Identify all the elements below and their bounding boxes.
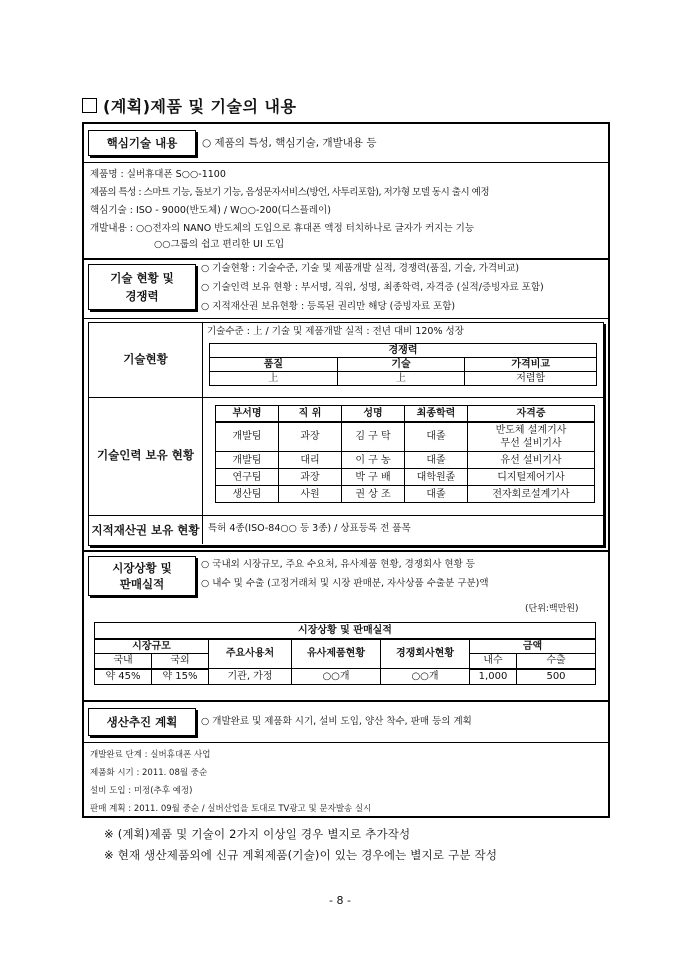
- customers-header: 주요사용처: [209, 639, 292, 669]
- competitiveness-title: 경쟁력: [210, 344, 597, 358]
- export-header: 수출: [517, 654, 596, 669]
- section-heading: (계획)제품 및 기술의 내용: [82, 94, 296, 117]
- divider: [202, 323, 203, 544]
- divider: [84, 318, 608, 319]
- table-row: 개발팀 과장 김 구 탁 대졸 반도체 설계기사 무선 설비기사: [216, 422, 595, 452]
- core-tech-desc: ○ 제품의 특성, 핵심기술, 개발내용 등: [202, 137, 377, 149]
- production-line: 판매 계획 : 2011. 09월 중순 / 실버산업을 토대로 TV광고 및 문자발송 실시: [90, 804, 372, 814]
- staff-header: 성명: [342, 406, 405, 422]
- comp-value: 上: [210, 372, 338, 386]
- ip-text: 특허 4종(ISO-84○○ 등 3종) / 상표등록 전 품목: [208, 523, 411, 534]
- table-row: 개발팀 대리 이 구 농 대졸 유선 설비기사: [216, 452, 595, 469]
- market-table: [94, 622, 596, 685]
- comp-header: 가격비교: [465, 358, 597, 372]
- staff-header: 직 위: [279, 406, 342, 422]
- comp-header: 기술: [337, 358, 465, 372]
- tech-status-label: 기술 현황 및 경쟁력: [110, 271, 174, 303]
- comp-header: 품질: [210, 358, 338, 372]
- production-line: 설비 도입 : 미정(추후 예정): [90, 786, 193, 796]
- dom-sales-header: 내수: [470, 654, 517, 669]
- unit-label: (단위:백만원): [525, 604, 579, 614]
- tech-current-label: 기술현황: [123, 352, 168, 366]
- staff-header: 최종학력: [405, 406, 468, 422]
- market-item-2: ○ 내수 및 수출 (고정거래처 및 시장 판매분, 자사상품 수출분 구분)액: [201, 578, 489, 589]
- amount-header: 금액: [470, 639, 596, 654]
- footnote: ※ 현재 생산제품외에 신규 계획제품(기술)이 있는 경우에는 별지로 구분 작성: [104, 848, 498, 862]
- divider: [84, 742, 608, 743]
- market-item-1: ○ 국내외 시장규모, 주요 수요처, 유사제품 현황, 경쟁회사 현황 등: [201, 559, 475, 570]
- core-tech-line: 핵심기술 : ISO - 9000(반도체) / W○○-200(디스플레이): [90, 205, 331, 216]
- competitors-header: 경쟁회사현황: [381, 639, 470, 669]
- table-row: 연구팀 과장 박 구 배 대학원졸 디지털제어기사: [216, 469, 595, 486]
- tech-item-3: ○ 지적재산권 보유현황 : 등록된 권리만 해당 (증빙자료 포함): [201, 301, 456, 312]
- table-row: 약 45% 약 15% 기관, 가정 ○○개 ○○개 1,000 500: [95, 669, 596, 685]
- ip-label: 지적재산권 보유 현황: [91, 522, 200, 537]
- production-line: 제품화 시기 : 2011. 08월 중순: [90, 768, 208, 778]
- domestic-header: 국내: [95, 654, 152, 669]
- main-form-box: [82, 122, 610, 818]
- core-tech-label: 핵심기술 내용: [106, 136, 178, 150]
- similar-header: 유사제품현황: [292, 639, 381, 669]
- staff-label: 기술인력 보유 현황: [97, 448, 194, 462]
- tech-current-text: 기술수준 : 上 / 기술 및 제품개발 실적 : 전년 대비 120% 성장: [207, 326, 464, 337]
- tech-detail-box: [88, 322, 604, 546]
- market-size-header: 시장규모: [95, 639, 209, 654]
- footnote: ※ (계획)제품 및 기술이 2가지 이상일 경우 별지로 추가작성: [104, 827, 411, 841]
- checkbox-square-icon: [82, 98, 97, 113]
- section-divider: [84, 550, 608, 552]
- dev-content-line: 개발내용 : ○○전자의 NANO 반도체의 도입으로 휴대폰 액정 터치하나로 글자가 커지는 기능: [90, 223, 475, 234]
- tech-item-1: ○ 기술현황 : 기술수준, 기술 및 제품개발 실적, 경쟁력(품질, 기술, 가격비교): [201, 263, 520, 274]
- section-divider: [84, 258, 608, 260]
- staff-header: 자격증: [468, 406, 595, 422]
- product-name-line: 제품명 : 실버휴대폰 S○○-1100: [90, 169, 226, 180]
- market-label: 시장상황 및 판매실적: [112, 561, 172, 591]
- staff-table: [215, 405, 595, 503]
- market-table-title: 시장상황 및 판매실적: [95, 623, 596, 639]
- competitiveness-table: [209, 343, 597, 386]
- comp-value: 저렴함: [465, 372, 597, 386]
- staff-header: 부서명: [216, 406, 279, 422]
- divider: [89, 397, 603, 398]
- production-line: 개발완료 단계 : 실버휴대폰 사업: [90, 750, 211, 760]
- production-desc: ○ 개발완료 및 제품화 시기, 설비 도입, 양산 착수, 판매 등의 계획: [201, 716, 472, 727]
- page-number: - 8 -: [329, 894, 351, 907]
- product-feature-line: 제품의 특성 : 스마트 기능, 돌보기 기능, 음성문자서비스(방언, 사투리포함), 저가형 모델 동시 출시 예정: [90, 187, 490, 198]
- overseas-header: 국외: [152, 654, 209, 669]
- tech-item-2: ○ 기술인력 보유 현황 : 부서명, 직위, 성명, 최종학력, 자격증 (실적/증빙자료 포함): [201, 282, 544, 293]
- comp-value: 上: [337, 372, 465, 386]
- divider: [84, 162, 608, 163]
- production-label: 생산추진 계획: [106, 715, 178, 729]
- dev-content-line-2: ○○그룹의 쉽고 편리한 UI 도입: [154, 239, 285, 250]
- table-row: 생산팀 사원 권 상 조 대졸 전자회로설계기사: [216, 486, 595, 503]
- section-divider: [84, 700, 608, 702]
